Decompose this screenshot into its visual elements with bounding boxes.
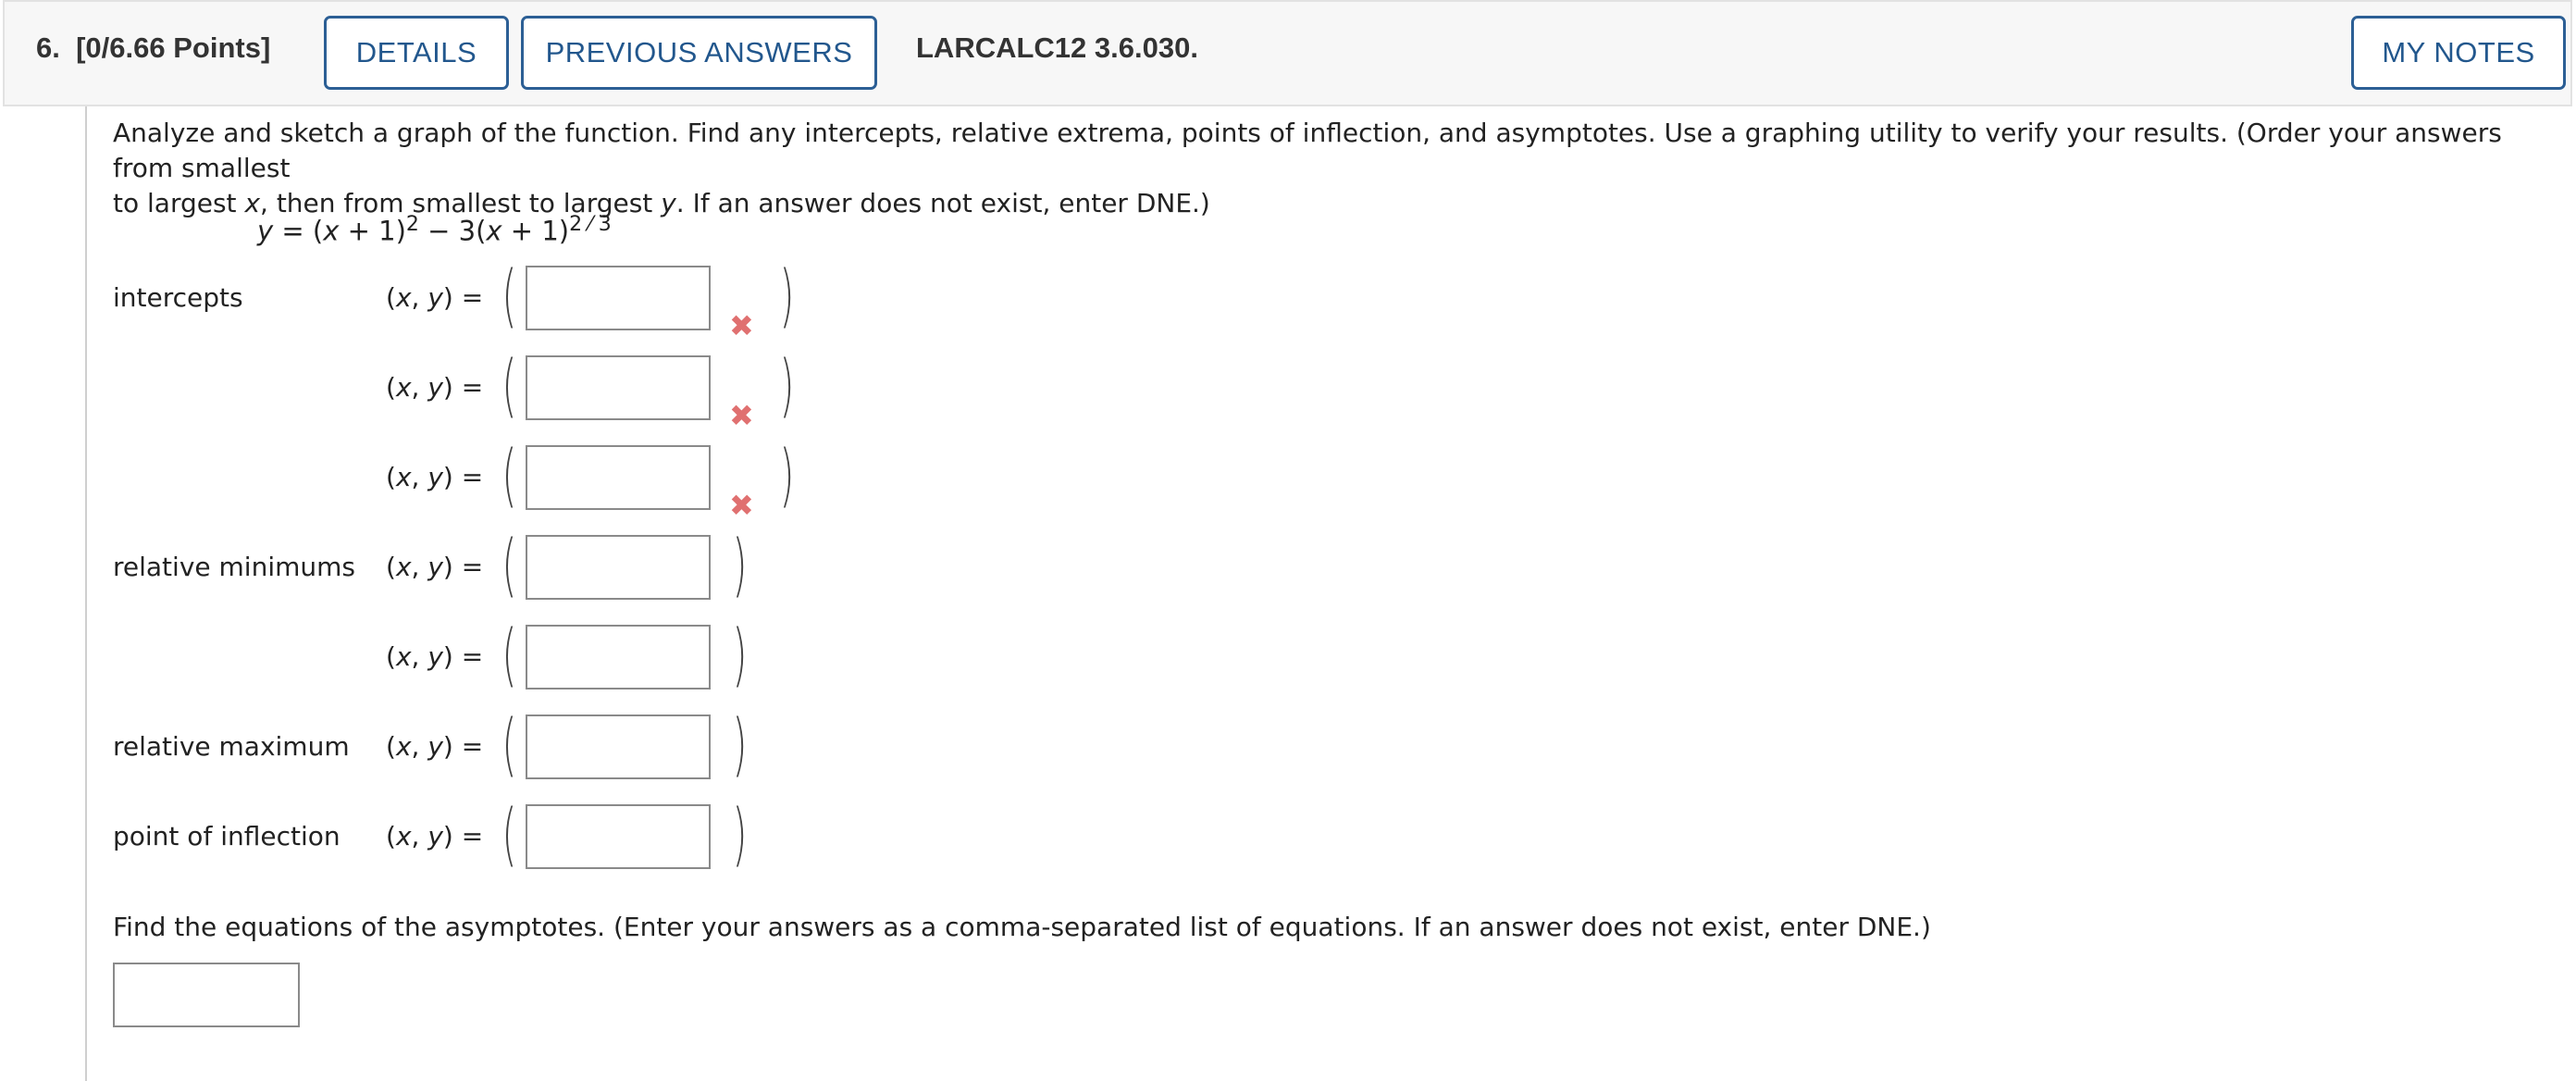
xy-label: (x, y) = <box>386 282 484 313</box>
left-paren: ( <box>502 526 517 605</box>
intercept-input-1[interactable] <box>526 266 711 330</box>
xy-label: (x, y) = <box>386 372 484 403</box>
left-paren: ( <box>502 705 517 785</box>
content-divider <box>85 106 87 1081</box>
right-paren: ) <box>732 705 748 785</box>
intercept-input-3[interactable] <box>526 445 711 510</box>
right-paren: ) <box>732 795 748 875</box>
xy-label: (x, y) = <box>386 821 484 851</box>
intercepts-label: intercepts <box>113 282 243 313</box>
incorrect-icon: ✖ <box>729 488 754 523</box>
right-paren: ) <box>779 346 795 426</box>
question-points: 6. [0/6.66 Points] <box>36 31 271 64</box>
right-paren: ) <box>732 615 748 695</box>
previous-answers-button[interactable]: PREVIOUS ANSWERS <box>521 16 877 90</box>
relative-maximum-input[interactable] <box>526 714 711 779</box>
left-paren: ( <box>502 346 517 426</box>
left-paren: ( <box>502 795 517 875</box>
asymptote-instruction-visible: Find the equations of the asymptotes. (Enter your answers as a comma-separated list of equations. If an answer does not exist, enter DNE.) <box>113 912 1931 942</box>
relative-minimum-input-1[interactable] <box>526 535 711 600</box>
problem-reference: LARCALC12 3.6.030. <box>916 31 1198 64</box>
right-paren: ) <box>779 436 795 516</box>
left-paren: ( <box>502 256 517 336</box>
question-header <box>3 0 2572 106</box>
left-paren: ( <box>502 615 517 695</box>
incorrect-icon: ✖ <box>729 398 754 433</box>
details-button[interactable]: DETAILS <box>324 16 509 90</box>
point-of-inflection-input[interactable] <box>526 804 711 869</box>
relative-minimums-label: relative minimums <box>113 552 355 582</box>
xy-label: (x, y) = <box>386 641 484 672</box>
xy-label: (x, y) = <box>386 731 484 762</box>
function-equation: $y = (x + 1)^2 - 3(x + 1)^{2 ⁄ 3}$ <box>257 213 612 247</box>
relative-minimum-input-2[interactable] <box>526 625 711 690</box>
incorrect-icon: ✖ <box>729 308 754 343</box>
right-paren: ) <box>779 256 795 336</box>
left-paren: ( <box>502 436 517 516</box>
xy-label: (x, y) = <box>386 552 484 582</box>
intercept-input-2[interactable] <box>526 355 711 420</box>
question-instruction: Analyze and sketch a graph of the function. Find any intercepts, relative extrema, points of inflection, and asymptotes. Use a graphing utility to verify your results. (Order your answers from smallest to largest x, then from smallest to largest y. If an answer does not exist, enter DNE.) <box>113 118 2502 218</box>
asymptote-input[interactable] <box>113 963 300 1027</box>
right-paren: ) <box>732 526 748 605</box>
my-notes-button[interactable]: MY NOTES <box>2351 16 2566 90</box>
point-of-inflection-label: point of inflection <box>113 821 341 851</box>
xy-label: (x, y) = <box>386 462 484 492</box>
relative-maximum-label: relative maximum <box>113 731 350 762</box>
